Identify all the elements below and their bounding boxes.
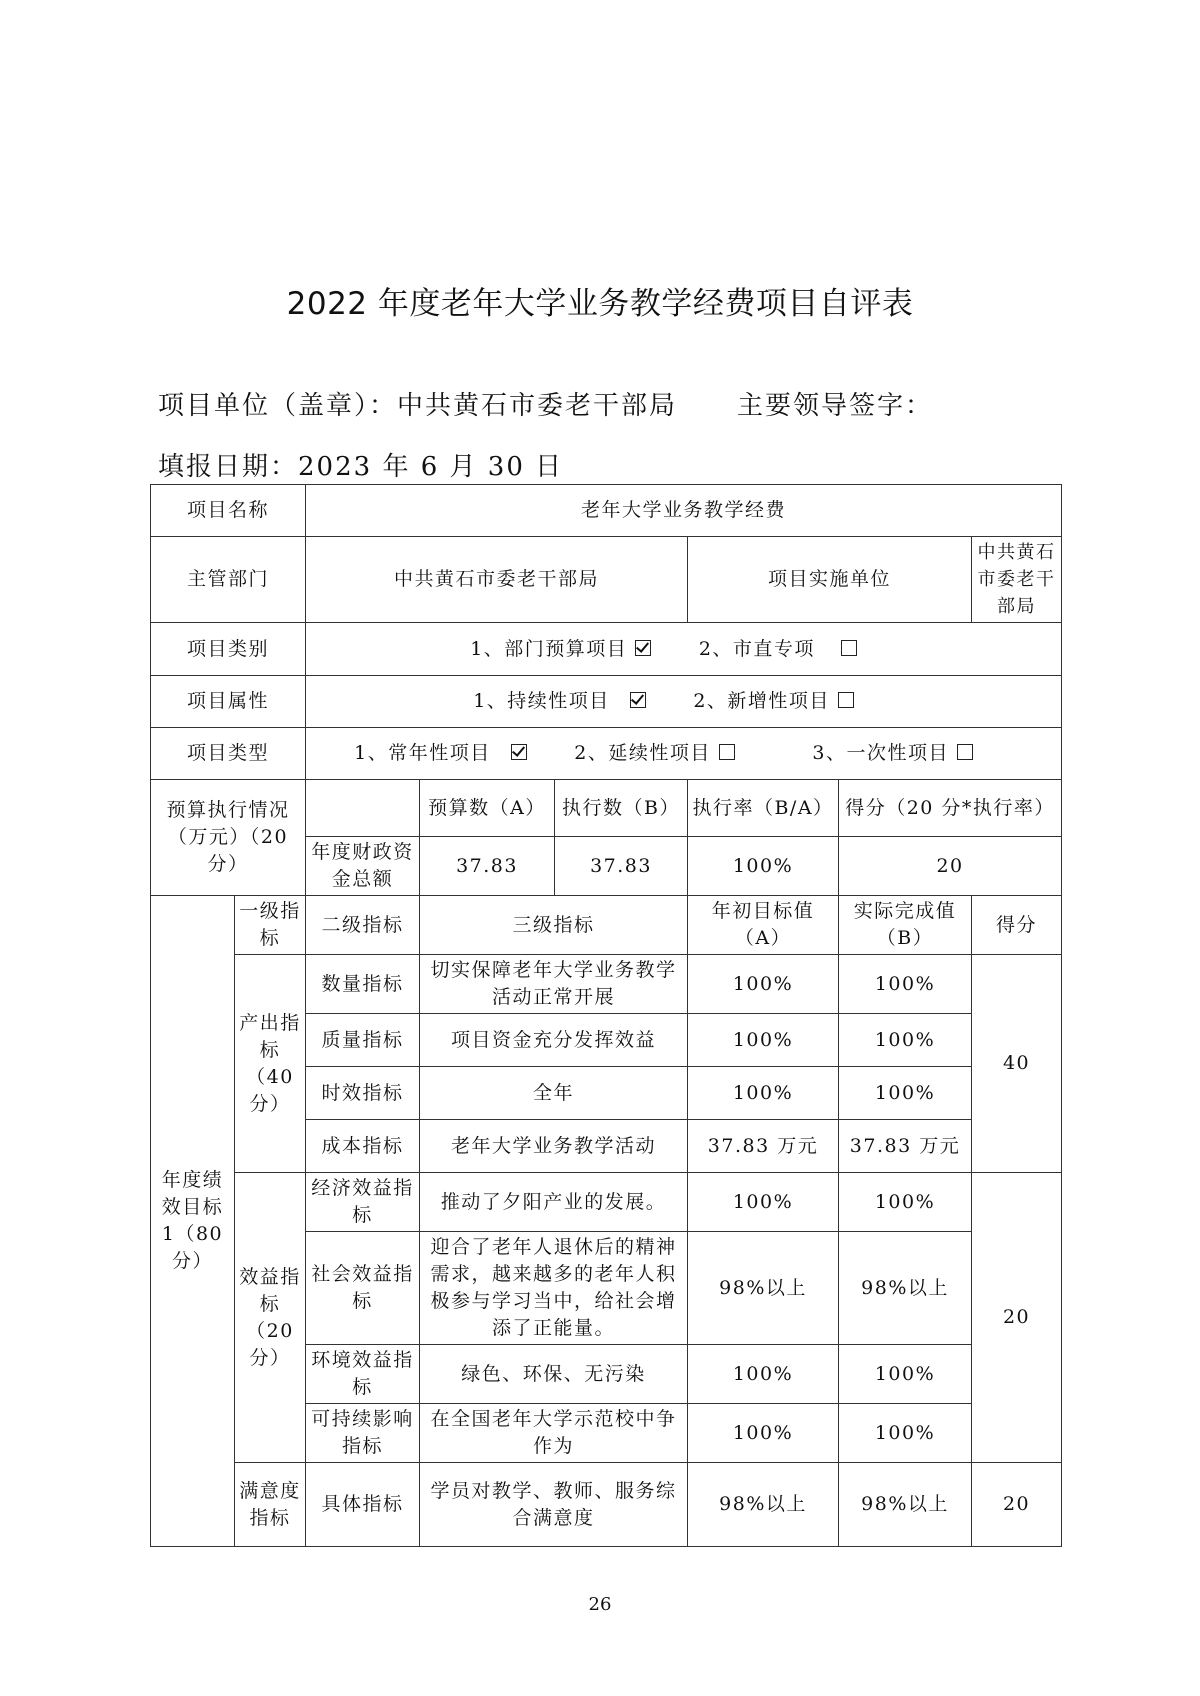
budget-col-rate: 执行率（B/A） bbox=[688, 780, 839, 837]
attribute-options bbox=[306, 676, 1062, 728]
level2-cell: 数量指标 bbox=[306, 955, 420, 1014]
type-option-1: 1、常年性项目 bbox=[354, 742, 491, 764]
level3-cell: 学员对教学、教师、服务综合满意度 bbox=[420, 1463, 688, 1547]
project-name-value: 老年大学业务教学经费 bbox=[306, 485, 1062, 537]
level3-cell: 绿色、环保、无污染 bbox=[420, 1345, 688, 1404]
target-cell: 98%以上 bbox=[688, 1463, 839, 1547]
page-title: 2022 年度老年大学业务教学经费项目自评表 bbox=[286, 286, 914, 322]
level2-cell: 可持续影响指标 bbox=[306, 1404, 420, 1463]
level2-cell: 时效指标 bbox=[306, 1067, 420, 1120]
actual-cell: 100% bbox=[839, 1173, 972, 1232]
level3-cell: 推动了夕阳产业的发展。 bbox=[420, 1173, 688, 1232]
budget-blank-cell bbox=[306, 780, 420, 837]
actual-cell: 100% bbox=[839, 1014, 972, 1067]
benefit-indicator-label: 效益指标（20 分） bbox=[235, 1173, 306, 1463]
category-option-2: 2、市直专项 bbox=[698, 637, 815, 660]
output-score-cell: 40 bbox=[972, 955, 1062, 1173]
level2-cell: 经济效益指标 bbox=[306, 1173, 420, 1232]
department-value: 中共黄石市委老干部局 bbox=[306, 537, 688, 623]
attribute-row bbox=[151, 676, 1062, 728]
empty-checkbox-icon[interactable] bbox=[957, 744, 973, 760]
actual-cell: 100% bbox=[839, 1345, 972, 1404]
type-options bbox=[306, 728, 1062, 780]
type-option-2: 2、延续性项目 bbox=[574, 742, 711, 764]
level3-cell: 迎合了老年人退休后的精神需求，越来越多的老年人积极参与学习当中，给社会增添了正能量。 bbox=[420, 1232, 688, 1345]
project-unit-label: 项目单位（盖章）： bbox=[158, 391, 398, 421]
level3-cell: 老年大学业务教学活动 bbox=[420, 1120, 688, 1173]
target-cell: 100% bbox=[688, 1067, 839, 1120]
level2-cell: 质量指标 bbox=[306, 1014, 420, 1067]
table-row bbox=[151, 1173, 1062, 1232]
empty-checkbox-icon[interactable] bbox=[841, 640, 857, 656]
perf-header-level1: 一级指标 bbox=[235, 896, 306, 955]
level2-cell: 成本指标 bbox=[306, 1120, 420, 1173]
budget-score-value: 20 bbox=[839, 837, 1062, 896]
department-label: 主管部门 bbox=[151, 537, 306, 623]
target-cell: 37.83 万元 bbox=[688, 1120, 839, 1173]
level2-cell: 具体指标 bbox=[306, 1463, 420, 1547]
self-evaluation-table bbox=[150, 484, 1062, 1547]
checked-box-icon[interactable] bbox=[511, 744, 527, 760]
fill-date-line bbox=[158, 446, 563, 483]
perf-header-level3: 三级指标 bbox=[420, 896, 688, 955]
target-cell: 100% bbox=[688, 955, 839, 1014]
perf-header-actual: 实际完成值（B） bbox=[839, 896, 972, 955]
page-number: 26 bbox=[588, 1594, 612, 1615]
satisfaction-indicator-label: 满意度指标 bbox=[235, 1463, 306, 1547]
actual-cell: 37.83 万元 bbox=[839, 1120, 972, 1173]
target-cell: 98%以上 bbox=[688, 1232, 839, 1345]
type-option-3: 3、一次性项目 bbox=[812, 742, 949, 764]
target-cell: 100% bbox=[688, 1173, 839, 1232]
budget-col-score: 得分（20 分*执行率） bbox=[839, 780, 1062, 837]
perf-header-row bbox=[151, 896, 1062, 955]
empty-checkbox-icon[interactable] bbox=[838, 692, 854, 708]
budget-rate-value: 100% bbox=[688, 837, 839, 896]
budget-row-label: 年度财政资金总额 bbox=[306, 837, 420, 896]
budget-col-a: 预算数（A） bbox=[420, 780, 555, 837]
attribute-option-2: 2、新增性项目 bbox=[693, 690, 830, 712]
project-unit-line bbox=[158, 385, 933, 422]
attribute-option-1: 1、持续性项目 bbox=[473, 690, 610, 712]
project-name-label: 项目名称 bbox=[151, 485, 306, 537]
type-label: 项目类型 bbox=[151, 728, 306, 780]
fill-date-label: 填报日期： bbox=[158, 452, 299, 482]
perf-goal-label: 年度绩效目标 1（80 分） bbox=[151, 896, 235, 1547]
table-row bbox=[151, 1463, 1062, 1547]
target-cell: 100% bbox=[688, 1345, 839, 1404]
level3-cell: 全年 bbox=[420, 1067, 688, 1120]
target-cell: 100% bbox=[688, 1404, 839, 1463]
output-indicator-label: 产出指标（40 分） bbox=[235, 955, 306, 1173]
budget-col-b: 执行数（B） bbox=[555, 780, 688, 837]
category-option-1: 1、部门预算项目 bbox=[470, 637, 628, 660]
budget-b-value: 37.83 bbox=[555, 837, 688, 896]
project-name-row bbox=[151, 485, 1062, 537]
signature-label: 主要领导签字： bbox=[737, 391, 934, 421]
actual-cell: 100% bbox=[839, 1067, 972, 1120]
level2-cell: 社会效益指标 bbox=[306, 1232, 420, 1345]
implementing-unit-value: 中共黄石市委老干部局 bbox=[972, 537, 1062, 623]
level3-cell: 切实保障老年大学业务教学活动正常开展 bbox=[420, 955, 688, 1014]
fill-date-value: 2023 年 6 月 30 日 bbox=[298, 452, 564, 482]
level2-cell: 环境效益指标 bbox=[306, 1345, 420, 1404]
budget-header-row bbox=[151, 780, 1062, 837]
category-options bbox=[306, 623, 1062, 676]
checked-box-icon[interactable] bbox=[635, 640, 651, 656]
actual-cell: 98%以上 bbox=[839, 1463, 972, 1547]
checked-box-icon[interactable] bbox=[630, 692, 646, 708]
category-label: 项目类别 bbox=[151, 623, 306, 676]
level3-cell: 项目资金充分发挥效益 bbox=[420, 1014, 688, 1067]
budget-label: 预算执行情况（万元）（20 分） bbox=[151, 780, 306, 896]
project-unit-value: 中共黄石市委老干部局 bbox=[397, 391, 678, 421]
perf-header-target: 年初目标值（A） bbox=[688, 896, 839, 955]
implementing-unit-label: 项目实施单位 bbox=[688, 537, 972, 623]
perf-header-level2: 二级指标 bbox=[306, 896, 420, 955]
empty-checkbox-icon[interactable] bbox=[719, 744, 735, 760]
perf-header-score: 得分 bbox=[972, 896, 1062, 955]
level3-cell: 在全国老年大学示范校中争作为 bbox=[420, 1404, 688, 1463]
satisfaction-score-cell: 20 bbox=[972, 1463, 1062, 1547]
actual-cell: 98%以上 bbox=[839, 1232, 972, 1345]
benefit-score-cell: 20 bbox=[972, 1173, 1062, 1463]
type-row bbox=[151, 728, 1062, 780]
table-row bbox=[151, 955, 1062, 1014]
category-row bbox=[151, 623, 1062, 676]
attribute-label: 项目属性 bbox=[151, 676, 306, 728]
target-cell: 100% bbox=[688, 1014, 839, 1067]
actual-cell: 100% bbox=[839, 955, 972, 1014]
actual-cell: 100% bbox=[839, 1404, 972, 1463]
budget-a-value: 37.83 bbox=[420, 837, 555, 896]
department-row bbox=[151, 537, 1062, 623]
